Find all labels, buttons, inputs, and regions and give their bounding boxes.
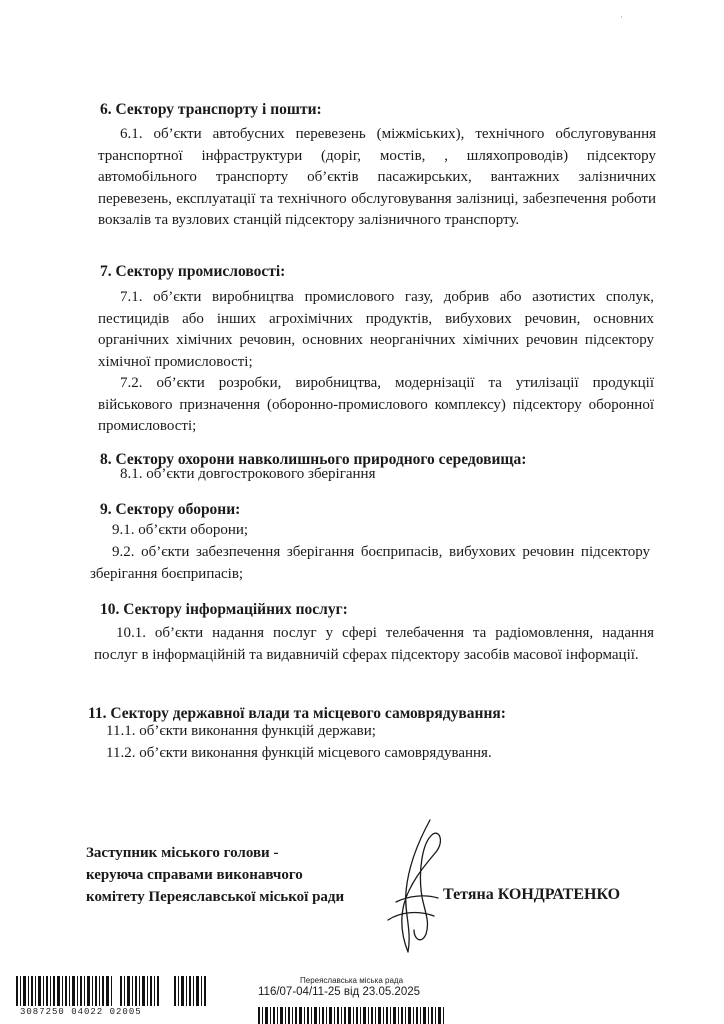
signatory-title-line-1: Заступник міського голови -: [86, 845, 279, 861]
section-9-item-1: 9.1. об’єкти оборони;: [112, 522, 249, 538]
section-7-item-1: 7.1. об’єкти виробництва промислового газу, добрив або азотистих сполук, пестицидів або інших агрохімічних продуктів, вибухових речовин, основних органічних хімічних речовин, основних неорганічних хімічних речовин підсектору хімічної промисловості;: [98, 289, 654, 370]
registry-barcode: [258, 1005, 448, 1024]
section-9-heading: 9. Сектору оборони:: [100, 501, 241, 518]
section-10-heading: 10. Сектору інформаційних послуг:: [100, 601, 348, 618]
section-9-item-2: 9.2. об’єкти забезпечення зберігання боєприпасів, вибухових речовин підсектору зберігання боєприпасів;: [90, 544, 650, 582]
registry-number: 116/07-04/11-25 від 23.05.2025: [258, 986, 421, 998]
section-7-heading: 7. Сектору промисловості:: [100, 263, 286, 280]
section-7-item-2: 7.2. об’єкти розробки, виробництва, модернізації та утилізації продукції військового призначення (оборонно-промислового комплексу) підсектору оборонної промисловості;: [98, 375, 654, 434]
signatory-title-line-2: керуюча справами виконавчого: [86, 867, 303, 883]
section-8-heading: 8. Сектору охорони навколишнього природного середовища:: [100, 451, 527, 468]
section-8-item-1: 8.1. об’єкти довгострокового зберігання: [120, 466, 376, 482]
barcode-digits: 3087250 04022 02005: [20, 1007, 142, 1017]
section-11-item-2: 11.2. об’єкти виконання функцій місцевого самоврядування.: [106, 745, 492, 761]
scan-mark: ·: [620, 12, 623, 22]
signatory-title-line-3: комітету Переяславської міської ради: [86, 889, 345, 905]
registry-organization: Переяславська міська рада: [300, 976, 404, 985]
section-6-heading: 6. Сектору транспорту і пошти:: [100, 101, 322, 118]
signatory-name: Тетяна КОНДРАТЕНКО: [443, 886, 621, 903]
signatory-title: [86, 842, 386, 908]
section-10-item-1: 10.1. об’єкти надання послуг у сфері телебачення та радіомовлення, надання послуг в інформаційній та видавничій сферах підсектору засобів масової інформації.: [94, 625, 654, 663]
section-6-item-1: 6.1. об’єкти автобусних перевезень (міжміських), технічного обслуговування транспортної інфраструктури (доріг, мостів, , шляхопроводів) підсектору автомобільного транспорту об’єктів пасажирських, вантажних залізничних перевезень, експлуатації та технічного обслуговування залізниці, забезпечення роботи вокзалів та вузлових станцій підсектору залізничного транспорту.: [98, 126, 656, 228]
section-11-item-1: 11.1. об’єкти виконання функцій держави;: [106, 723, 376, 739]
section-11-heading: 11. Сектору державної влади та місцевого самоврядування:: [88, 705, 506, 722]
